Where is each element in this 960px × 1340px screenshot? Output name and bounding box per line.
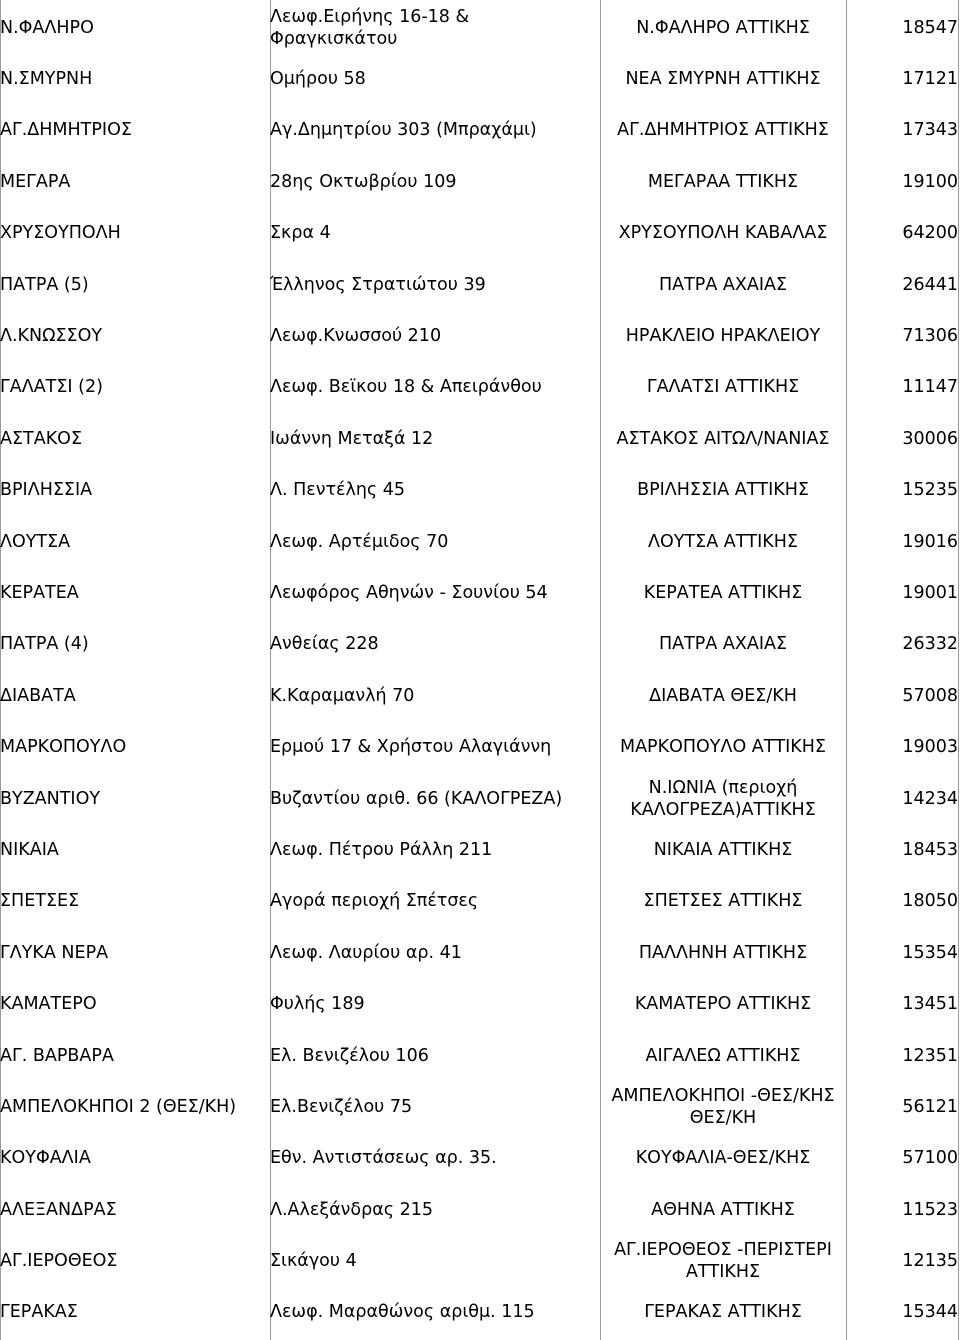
postal-code-cell: 26441: [902, 274, 958, 295]
city-cell: Ν.ΦΑΛΗΡΟ ΑΤΤΙΚΗΣ: [636, 17, 810, 38]
address-cell: Έλληνος Στρατιώτου 39: [270, 274, 486, 295]
city-cell: ΠΑΤΡΑ ΑΧΑΙΑΣ: [658, 634, 788, 655]
city-cell: ΠΑΤΡΑ ΑΧΑΙΑΣ: [658, 274, 788, 295]
address-cell: Λεωφ. Βεϊκου 18 & Απειράνθου: [270, 377, 542, 398]
postal-code-cell: 64200: [902, 223, 958, 244]
table-row: [0, 567, 958, 618]
table-row: [0, 310, 958, 361]
address-cell: Βυζαντίου αριθ. 66 (ΚΑΛΟΓΡΕΖΑ): [270, 788, 563, 809]
postal-code-cell: 12135: [902, 1251, 958, 1272]
address-cell: Ομήρου 58: [270, 69, 366, 90]
branch-table: [0, 2, 958, 1338]
area-cell: ΓΛΥΚΑ ΝΕΡΑ: [0, 942, 109, 963]
address-cell: Σικάγου 4: [270, 1251, 357, 1272]
postal-code-cell: 14234: [902, 788, 958, 809]
postal-code-cell: 19100: [902, 171, 958, 192]
city-cell: ΓΕΡΑΚΑΣ ΑΤΤΙΚΗΣ: [644, 1302, 802, 1323]
postal-code-cell: 56121: [902, 1096, 958, 1117]
address-cell: Αγορά περιοχή Σπέτσες: [270, 891, 479, 912]
postal-code-cell: 17121: [902, 69, 958, 90]
city-cell: ΜΕΓΑΡΑΑ ΤΤΙΚΗΣ: [647, 171, 799, 192]
city-cell: ΚΟΥΦΑΛΙΑ-ΘΕΣ/ΚΗΣ: [635, 1148, 811, 1169]
table-body: [0, 2, 958, 1338]
city-cell: ΑΓ.ΙΕΡΟΘΕΟΣ -ΠΕΡΙΣΤΕΡΙ ΑΤΤΙΚΗΣ: [614, 1240, 832, 1283]
area-cell: ΧΡΥΣΟΥΠΟΛΗ: [0, 223, 121, 244]
table-row: [0, 516, 958, 567]
area-cell: ΒΡΙΛΗΣΣΙΑ: [0, 480, 93, 501]
address-cell: Φυλής 189: [270, 994, 365, 1015]
area-cell: ΚΑΜΑΤΕΡΟ: [0, 994, 97, 1015]
postal-code-cell: 18547: [902, 17, 958, 38]
city-cell: ΛΟΥΤΣΑ ΑΤΤΙΚΗΣ: [648, 531, 798, 552]
table-row: [0, 1235, 958, 1286]
area-cell: ΔΙΑΒΑΤΑ: [0, 685, 76, 706]
area-cell: Ν.ΦΑΛΗΡΟ: [0, 17, 94, 38]
address-cell: Αγ.Δημητρίου 303 (Μπραχάμι): [270, 120, 537, 141]
table-row: [0, 259, 958, 310]
area-cell: ΒΥΖΑΝΤΙΟΥ: [0, 788, 101, 809]
table-row: [0, 1184, 958, 1235]
postal-code-cell: 15354: [902, 942, 958, 963]
table-row: [0, 53, 958, 104]
postal-code-cell: 30006: [902, 428, 958, 449]
city-cell: ΝΙΚΑΙΑ ΑΤΤΙΚΗΣ: [653, 839, 793, 860]
city-cell: ΔΙΑΒΑΤΑ ΘΕΣ/ΚΗ: [649, 685, 797, 706]
address-cell: Λεωφ. Αρτέμιδος 70: [270, 531, 449, 552]
address-cell: Ερμού 17 & Χρήστου Αλαγιάννη: [270, 737, 552, 758]
city-cell: ΒΡΙΛΗΣΣΙΑ ΑΤΤΙΚΗΣ: [637, 480, 809, 501]
table-row: [0, 978, 958, 1029]
city-cell: ΚΕΡΑΤΕΑ ΑΤΤΙΚΗΣ: [643, 582, 803, 603]
city-cell: ΜΑΡΚΟΠΟΥΛΟ ΑΤΤΙΚΗΣ: [619, 737, 826, 758]
city-cell: ΠΑΛΛΗΝΗ ΑΤΤΙΚΗΣ: [638, 942, 808, 963]
table-row: [0, 105, 958, 156]
table-row: [0, 1081, 958, 1132]
city-cell: ΑΓ.ΔΗΜΗΤΡΙΟΣ ΑΤΤΙΚΗΣ: [617, 120, 829, 141]
city-cell: ΣΠΕΤΣΕΣ ΑΤΤΙΚΗΣ: [643, 891, 803, 912]
postal-code-cell: 17343: [902, 120, 958, 141]
table-row: [0, 773, 958, 824]
area-cell: ΛΟΥΤΣΑ: [0, 531, 71, 552]
address-cell: Ιωάννη Μεταξά 12: [270, 428, 434, 449]
postal-code-cell: 26332: [902, 634, 958, 655]
area-cell: ΣΠΕΤΣΕΣ: [0, 891, 80, 912]
postal-code-cell: 15344: [902, 1302, 958, 1323]
area-cell: ΑΓ.ΙΕΡΟΘΕΟΣ: [0, 1251, 118, 1272]
postal-code-cell: 11523: [902, 1199, 958, 1220]
table-row: [0, 156, 958, 207]
address-cell: Λ.Αλεξάνδρας 215: [270, 1199, 433, 1220]
city-cell: ΑΙΓΑΛΕΩ ΑΤΤΙΚΗΣ: [645, 1045, 801, 1066]
city-cell: ΝΕΑ ΣΜΥΡΝΗ ΑΤΤΙΚΗΣ: [625, 69, 821, 90]
area-cell: ΓΑΛΑΤΣΙ (2): [0, 377, 103, 398]
table-row: [0, 721, 958, 772]
area-cell: ΑΓ. ΒΑΡΒΑΡΑ: [0, 1045, 114, 1066]
city-cell: ΑΜΠΕΛΟΚΗΠΟΙ -ΘΕΣ/ΚΗΣ ΘΕΣ/ΚΗ: [611, 1085, 835, 1128]
postal-code-cell: 71306: [902, 326, 958, 347]
address-cell: Σκρα 4: [270, 223, 331, 244]
address-cell: Λεωφ.Ειρήνης 16-18 & Φραγκισκάτου: [270, 6, 470, 49]
table-row: [0, 670, 958, 721]
address-cell: Λεωφ.Κνωσσού 210: [270, 326, 442, 347]
postal-code-cell: 12351: [902, 1045, 958, 1066]
city-cell: ΧΡΥΣΟΥΠΟΛΗ ΚΑΒΑΛΑΣ: [618, 223, 828, 244]
postal-code-cell: 13451: [902, 994, 958, 1015]
table-row: [0, 208, 958, 259]
postal-code-cell: 57100: [902, 1148, 958, 1169]
city-cell: Ν.ΙΩΝΙΑ (περιοχή ΚΑΛΟΓΡΕΖΑ)ΑΤΤΙΚΗΣ: [630, 777, 816, 820]
area-cell: Ν.ΣΜΥΡΝΗ: [0, 69, 93, 90]
column-divider: [958, 0, 959, 1340]
postal-code-cell: 19001: [902, 582, 958, 603]
table-row: [0, 465, 958, 516]
address-cell: Λεωφ. Πέτρου Ράλλη 211: [270, 839, 493, 860]
address-cell: Λεωφ. Λαυρίου αρ. 41: [270, 942, 462, 963]
area-cell: ΓΕΡΑΚΑΣ: [0, 1302, 78, 1323]
city-cell: ΑΘΗΝΑ ΑΤΤΙΚΗΣ: [651, 1199, 795, 1220]
table-row: [0, 1030, 958, 1081]
area-cell: ΑΜΠΕΛΟΚΗΠΟΙ 2 (ΘΕΣ/ΚΗ): [0, 1096, 237, 1117]
address-cell: 28ης Οκτωβρίου 109: [270, 171, 457, 192]
postal-code-cell: 11147: [902, 377, 958, 398]
postal-code-cell: 19003: [902, 737, 958, 758]
area-cell: ΠΑΤΡΑ (5): [0, 274, 89, 295]
table-row: [0, 619, 958, 670]
city-cell: ΚΑΜΑΤΕΡΟ ΑΤΤΙΚΗΣ: [634, 994, 812, 1015]
postal-code-cell: 19016: [902, 531, 958, 552]
area-cell: ΚΕΡΑΤΕΑ: [0, 582, 79, 603]
area-cell: ΜΑΡΚΟΠΟΥΛΟ: [0, 737, 127, 758]
city-cell: ΑΣΤΑΚΟΣ ΑΙΤΩΛ/ΝΑΝΙΑΣ: [616, 428, 830, 449]
postal-code-cell: 57008: [902, 685, 958, 706]
table-row: [0, 876, 958, 927]
table-row: [0, 824, 958, 875]
area-cell: ΑΣΤΑΚΟΣ: [0, 428, 82, 449]
area-cell: ΠΑΤΡΑ (4): [0, 634, 89, 655]
table-row: [0, 1133, 958, 1184]
address-cell: Ελ.Βενιζέλου 75: [270, 1096, 413, 1117]
area-cell: ΑΛΕΞΑΝΔΡΑΣ: [0, 1199, 117, 1220]
table-row: [0, 927, 958, 978]
area-cell: ΚΟΥΦΑΛΙΑ: [0, 1148, 91, 1169]
postal-code-cell: 18050: [902, 891, 958, 912]
table-row: [0, 2, 958, 53]
postal-code-cell: 15235: [902, 480, 958, 501]
table-row: [0, 413, 958, 464]
area-cell: ΑΓ.ΔΗΜΗΤΡΙΟΣ: [0, 120, 132, 141]
address-cell: Κ.Καραμανλή 70: [270, 685, 415, 706]
address-cell: Λεωφ. Μαραθώνος αριθμ. 115: [270, 1302, 535, 1323]
city-cell: ΗΡΑΚΛΕΙΟ ΗΡΑΚΛΕΙΟΥ: [625, 326, 821, 347]
postal-code-cell: 18453: [902, 839, 958, 860]
city-cell: ΓΑΛΑΤΣΙ ΑΤΤΙΚΗΣ: [646, 377, 800, 398]
table-row: [0, 1287, 958, 1338]
address-cell: Εθν. Αντιστάσεως αρ. 35.: [270, 1148, 497, 1169]
address-cell: Λεωφόρος Αθηνών - Σουνίου 54: [270, 582, 548, 603]
area-cell: ΝΙΚΑΙΑ: [0, 839, 59, 860]
address-cell: Λ. Πεντέλης 45: [270, 480, 406, 501]
table-row: [0, 362, 958, 413]
area-cell: ΜΕΓΑΡΑ: [0, 171, 71, 192]
address-cell: Ανθείας 228: [270, 634, 379, 655]
address-cell: Ελ. Βενιζέλου 106: [270, 1045, 429, 1066]
area-cell: Λ.ΚΝΩΣΣΟΥ: [0, 326, 103, 347]
